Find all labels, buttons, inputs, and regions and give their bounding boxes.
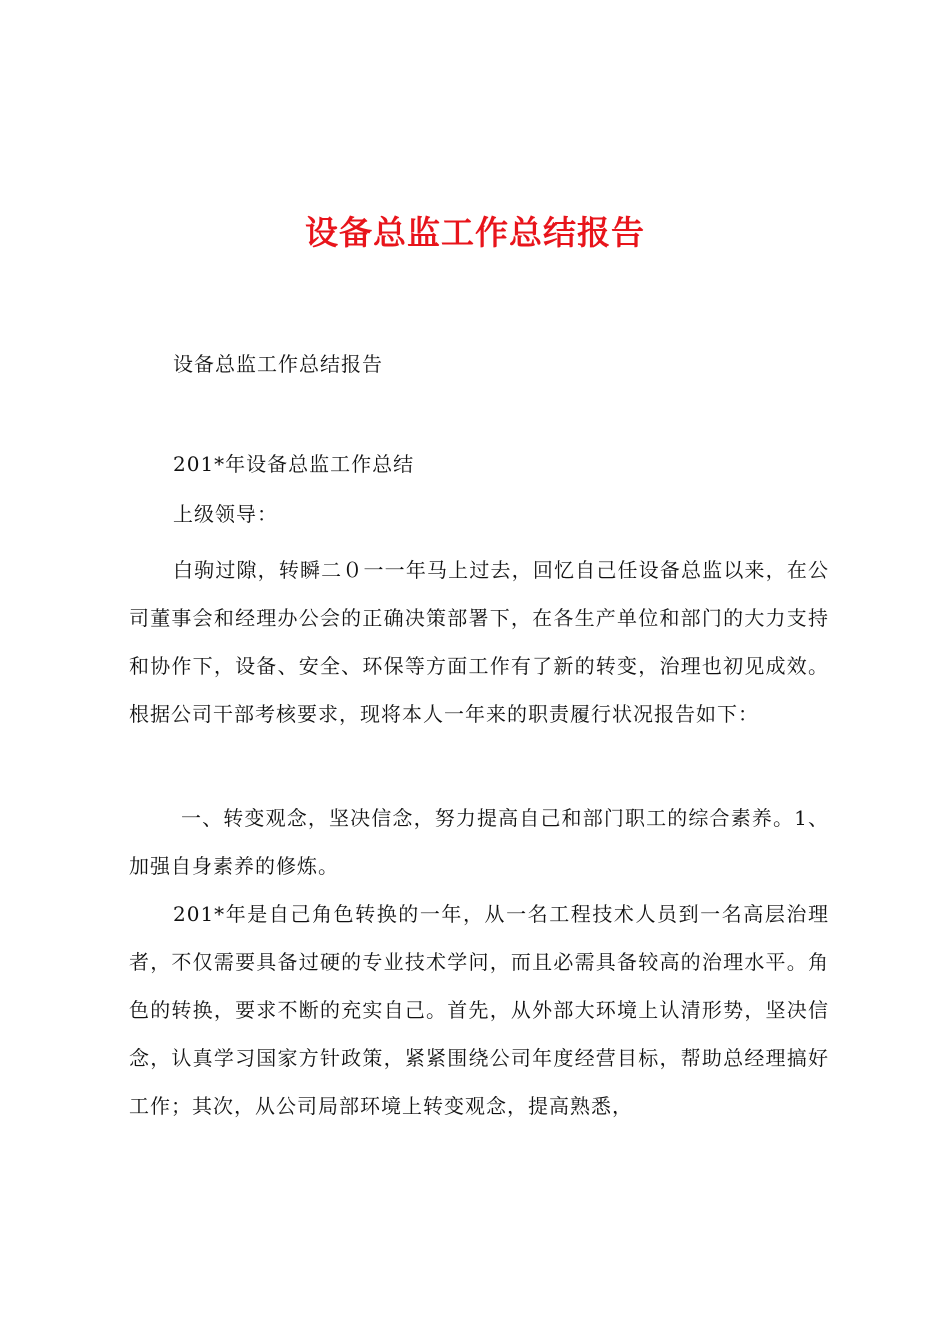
paragraph-section-one: 一、转变观念，坚决信念，努力提高自己和部门职工的综合素养。1、加强自身素养的修炼。 [129, 806, 829, 878]
year-heading: 201*年设备总监工作总结 [173, 452, 415, 476]
document-subheading: 设备总监工作总结报告 [173, 352, 383, 376]
paragraph-intro: 白驹过隙，转瞬二０一一年马上过去，回忆自己任设备总监以来，在公司董事会和经理办公会的正确决策部署下，在各生产单位和部门的大力支持和协作下，设备、安全、环保等方面工作有了新的转变，治理也初见成效。根据公司干部考核要求，现将本人一年来的职责履行状况报告如下： [129, 558, 829, 726]
salutation: 上级领导： [173, 502, 278, 526]
paragraph-role-change: 201*年是自己角色转换的一年，从一名工程技术人员到一名高层治理者，不仅需要具备过硬的专业技术学问，而且必需具备较高的治理水平。角色的转换，要求不断的充实自己。首先，从外部大环境上认清形势，坚决信念，认真学习国家方针政策，紧紧围绕公司年度经营目标，帮助总经理搞好工作；其次，从公司局部环境上转变观念，提高熟悉， [129, 902, 829, 1118]
document-title: 设备总监工作总结报告 [305, 213, 645, 252]
